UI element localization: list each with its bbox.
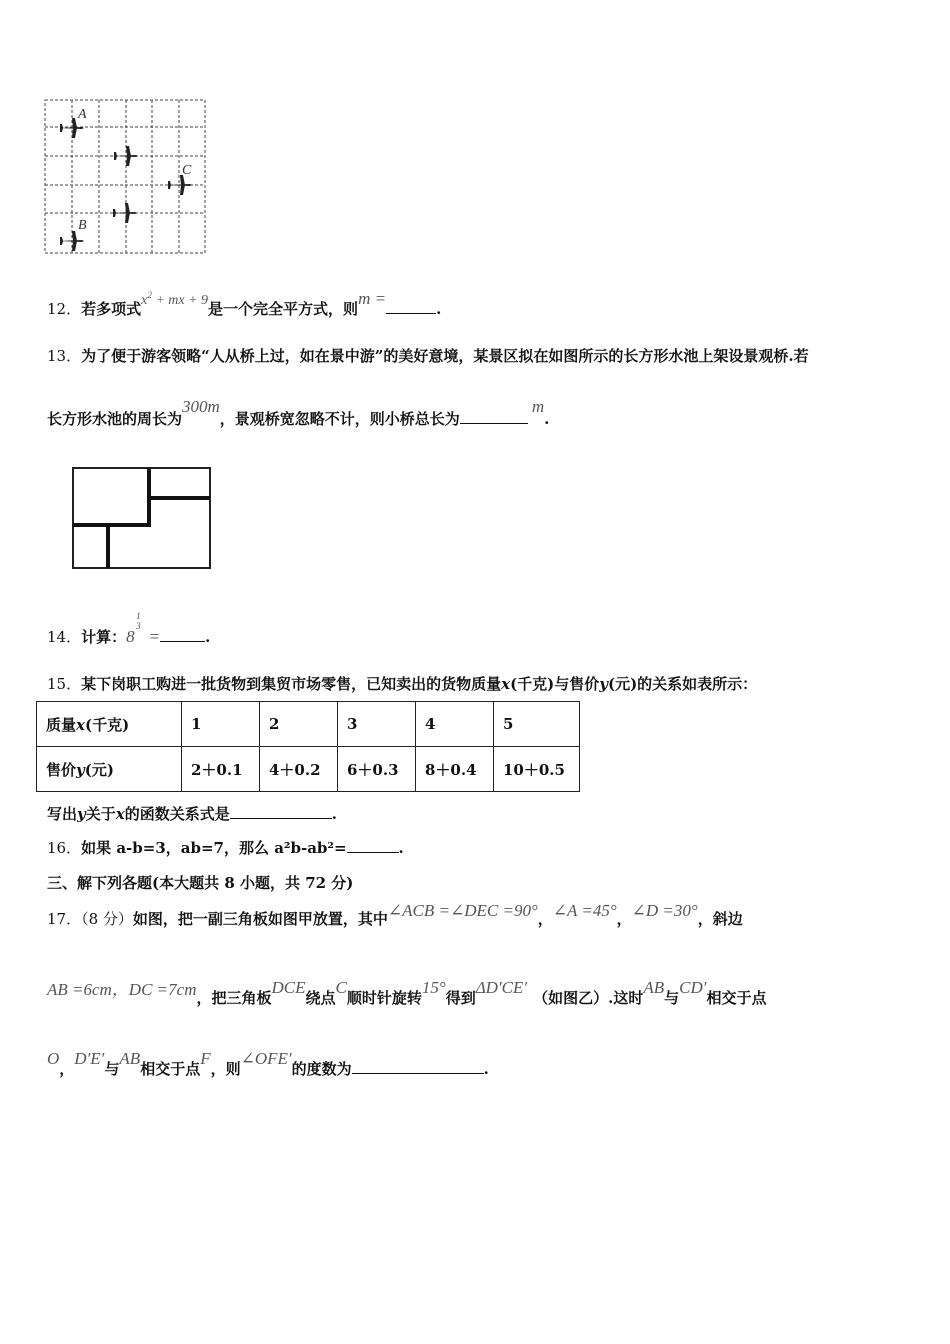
plane-icon: [111, 203, 137, 223]
table-cell: 2＋0.1: [182, 747, 260, 792]
table-header-cell: 质量x(千克): [37, 702, 182, 747]
table-cell: 6＋0.3: [338, 747, 416, 792]
answer-blank[interactable]: [386, 312, 436, 314]
plane-icon: [58, 231, 84, 251]
table-cell: 4＋0.2: [260, 747, 338, 792]
point-label-c: C: [182, 163, 192, 178]
question-15: 15．某下岗职工购进一批货物到集贸市场零售，已知卖出的货物质量x(千克)与售价y(元)的关系如表所示：: [47, 675, 758, 693]
table-cell: 4: [416, 702, 494, 747]
pool-bridge-figure: [70, 466, 215, 571]
table-cell: 3: [338, 702, 416, 747]
table-cell: 8＋0.4: [416, 747, 494, 792]
question-14: 14．计算：8 1 3 = .: [47, 611, 211, 646]
point-label-b: B: [78, 218, 87, 233]
question-number: 12．: [47, 300, 82, 318]
answer-blank[interactable]: [230, 817, 332, 819]
table-cell: 5: [494, 702, 580, 747]
table-cell: 10＋0.5: [494, 747, 580, 792]
plane-grid-figure: [44, 99, 208, 257]
table-header-cell: 售价y(元): [37, 747, 182, 792]
plane-icon: [112, 146, 138, 166]
question-17-line2: AB =6cm，DC =7cm，把三角板DCE绕点C顺时针旋转15°得到ΔD′CE′（如图乙）.这时AB与CD′相交于点: [47, 978, 767, 1007]
table-row: [37, 747, 580, 792]
mass-price-table: [36, 701, 580, 792]
table-cell: 1: [182, 702, 260, 747]
question-17-line3: O，D′E′与AB相交于点F，则∠OFE′的度数为 .: [47, 1049, 489, 1078]
table-row: [37, 702, 580, 747]
question-12: 12．若多项式$x^2$ + mx + 9是一个完全平方式，则m =.: [47, 289, 442, 318]
question-13-line2: 长方形水池的周长为300m，景观桥宽忽略不计，则小桥总长为m.: [47, 397, 550, 428]
table-cell: 2: [260, 702, 338, 747]
section-title: 三、解下列各题(本大题共 8 小题，共 72 分): [47, 874, 354, 892]
question-13-line1: 13．为了便于游客领略“人从桥上过，如在景中游”的美好意境，某景区拟在如图所示的长方形水池上架设景观桥.若: [47, 347, 809, 365]
question-16: 16．如果 a-b=3，ab=7，那么 a²b-ab²= .: [47, 839, 404, 857]
answer-blank[interactable]: [460, 422, 528, 424]
answer-blank[interactable]: [347, 851, 399, 853]
answer-blank[interactable]: [160, 640, 205, 642]
question-17-line1: 17．（8 分）如图，把一副三角板如图甲放置，其中∠ACB =∠DEC =90°，∠A =45°，∠D =30°，斜边: [47, 901, 743, 928]
point-label-a: A: [78, 107, 87, 122]
answer-blank[interactable]: [352, 1072, 484, 1074]
question-15-prompt: 写出y关于x的函数关系式是 .: [47, 805, 337, 823]
